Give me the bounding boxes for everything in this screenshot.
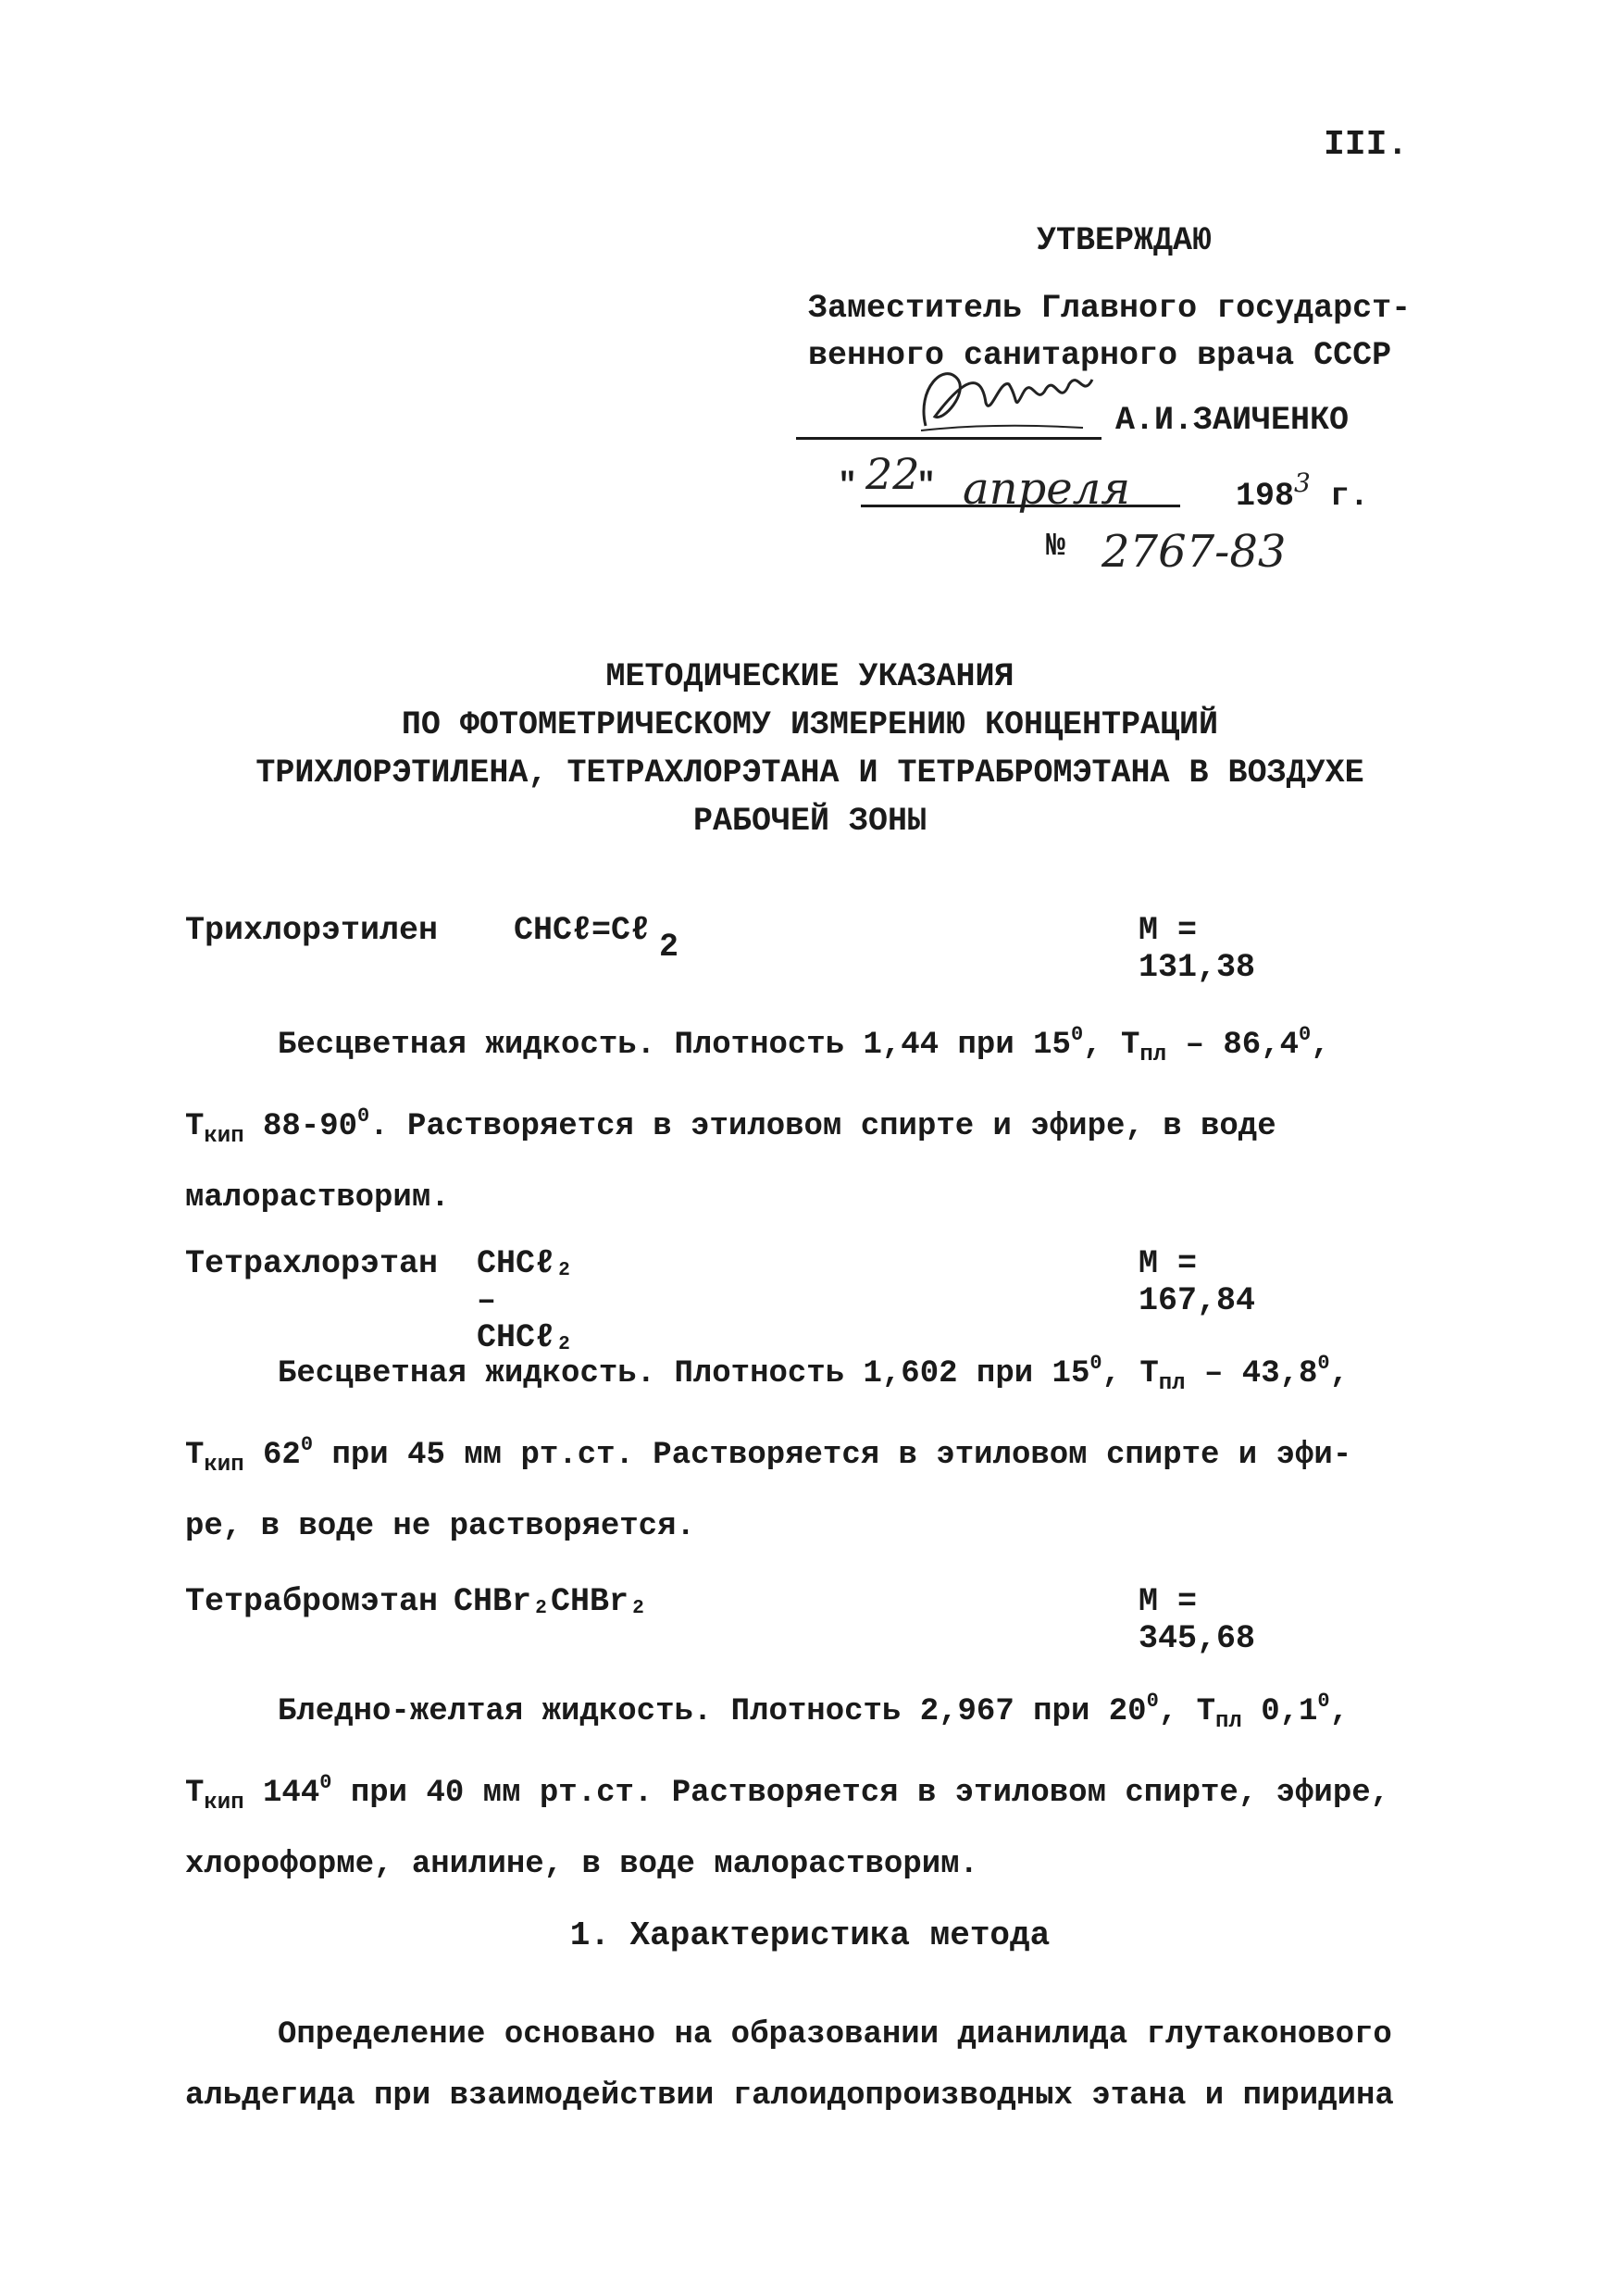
description-line xyxy=(185,1671,1453,1753)
text: хлороформе, анилине, в воде малорастворим. xyxy=(185,1847,978,1882)
superscript: 0 xyxy=(300,1433,314,1456)
approval-position-line1: Заместитель Главного государст- xyxy=(808,290,1412,327)
subscript: пл xyxy=(1158,1371,1186,1396)
text: . Растворяется в этиловом спирте и эфире, в воде xyxy=(369,1109,1276,1144)
text: – 43,8 xyxy=(1185,1356,1318,1391)
text: Бледно-желтая жидкость. Плотность 2,967 при 20 xyxy=(278,1694,1147,1729)
superscript: 0 xyxy=(1299,1023,1312,1046)
formula-subscript: 2 xyxy=(659,929,679,966)
substance-description xyxy=(185,1004,1453,1229)
paragraph-line: Определение основано на образовании дианилида глутаконового xyxy=(278,2017,1392,2053)
text: , xyxy=(1311,1028,1330,1063)
text: – 86,4 xyxy=(1166,1028,1300,1063)
text: Бесцветная жидкость. Плотность 1,44 при 15 xyxy=(278,1028,1071,1063)
substance-name: Трихлорэтилен xyxy=(185,912,439,949)
text: , xyxy=(1329,1356,1350,1391)
superscript: 0 xyxy=(1317,1690,1330,1713)
date-year-prefix: 198 xyxy=(1236,478,1295,515)
signature-line xyxy=(796,437,1101,440)
date-year xyxy=(1236,468,1369,515)
description-line xyxy=(185,1415,1453,1496)
date-close-quote: " xyxy=(916,468,937,505)
superscript: 0 xyxy=(1317,1352,1330,1375)
description-line xyxy=(185,1834,1453,1895)
title-line2: ПО ФОТОМЕТРИЧЕСКОМУ ИЗМЕРЕНИЮ КОНЦЕНТРАЦИЙ xyxy=(401,706,1219,743)
text: Т xyxy=(185,1776,205,1811)
approval-signer: А.И.ЗАИЧЕНКО xyxy=(1115,402,1350,439)
superscript: 0 xyxy=(1070,1023,1084,1046)
subscript: пл xyxy=(1139,1042,1167,1067)
description-line xyxy=(185,1496,1453,1557)
substance-description xyxy=(185,1671,1453,1895)
text: , Т xyxy=(1083,1028,1140,1063)
text: малорастворим. xyxy=(185,1180,450,1216)
approval-position-line2: венного санитарного врача СССР xyxy=(808,337,1392,374)
text: при 40 мм рт.ст. Растворяется в этиловом спирте, эфире, xyxy=(331,1776,1390,1811)
superscript: 0 xyxy=(357,1104,370,1128)
text: при 45 мм рт.ст. Растворяется в этиловом спирте и эфи- xyxy=(313,1438,1352,1473)
description-line xyxy=(185,1086,1453,1167)
substance-header xyxy=(185,912,1256,986)
date-day-underline xyxy=(861,505,963,507)
substance-header xyxy=(185,1583,1256,1657)
section-paragraph xyxy=(185,2004,1453,2127)
text: 144 xyxy=(243,1776,320,1811)
page-number: III. xyxy=(1324,125,1409,165)
superscript: 0 xyxy=(1089,1352,1102,1375)
substance-formula: CHCℓ₂ – CHCℓ₂ xyxy=(477,1245,575,1356)
substance-formula xyxy=(514,912,678,966)
registration-prefix: № xyxy=(1046,528,1066,565)
substance-description xyxy=(185,1333,1453,1557)
molar-mass: М = 167,84 xyxy=(1139,1245,1256,1319)
substance-name: Тетрабромэтан xyxy=(185,1583,439,1620)
subscript: кип xyxy=(204,1453,244,1478)
substance-formula: CHBr₂CHBr₂ xyxy=(454,1583,649,1620)
document-title xyxy=(185,653,1435,845)
molar-mass: М = 345,68 xyxy=(1139,1583,1256,1657)
substance-name: Тетрахлорэтан xyxy=(185,1245,439,1282)
description-line xyxy=(185,1333,1453,1415)
date-month-underline xyxy=(953,505,1180,507)
date-open-quote: " xyxy=(838,468,858,505)
text: 0,1 xyxy=(1241,1694,1318,1729)
handwritten-signature xyxy=(907,352,1101,444)
text: , Т xyxy=(1158,1694,1215,1729)
text: , xyxy=(1329,1694,1350,1729)
formula-text: CHCℓ=Cℓ xyxy=(514,912,651,949)
title-line1: МЕТОДИЧЕСКИЕ УКАЗАНИЯ xyxy=(605,658,1014,695)
molar-mass: М = 131,38 xyxy=(1139,912,1256,986)
subscript: пл xyxy=(1214,1709,1242,1734)
registration-number: 2767-83 xyxy=(1101,526,1287,578)
text: 62 xyxy=(243,1438,301,1473)
text: , Т xyxy=(1101,1356,1159,1391)
description-line xyxy=(185,1753,1453,1834)
text: Т xyxy=(185,1438,205,1473)
superscript: 0 xyxy=(1146,1690,1159,1713)
text: Бесцветная жидкость. Плотность 1,602 при 15 xyxy=(278,1356,1090,1391)
text: Т xyxy=(185,1109,205,1144)
date-year-digit: 3 xyxy=(1294,468,1311,498)
date-year-suffix: г. xyxy=(1329,478,1369,515)
subscript: кип xyxy=(204,1791,244,1816)
superscript: 0 xyxy=(319,1771,332,1794)
date-day: 22 xyxy=(865,449,920,499)
section-heading: 1. Характеристика метода xyxy=(569,1916,1051,1954)
title-line4: РАБОЧЕЙ ЗОНЫ xyxy=(692,803,927,840)
text: ре, в воде не растворяется. xyxy=(185,1509,695,1544)
date-month: апреля xyxy=(963,463,1131,515)
title-line3: ТРИХЛОРЭТИЛЕНА, ТЕТРАХЛОРЭТАНА И ТЕТРАБРОМЭТАНА В ВОЗДУХЕ xyxy=(255,755,1364,792)
subscript: кип xyxy=(204,1124,244,1149)
text: 88-90 xyxy=(243,1109,358,1144)
description-line xyxy=(185,1004,1453,1086)
substance-header xyxy=(185,1245,1256,1356)
description-line xyxy=(185,1167,1453,1229)
paragraph-line: альдегида при взаимодействии галоидопроизводных этана и пиридина xyxy=(185,2078,1394,2114)
approval-heading: УТВЕРЖДАЮ xyxy=(1037,222,1213,259)
